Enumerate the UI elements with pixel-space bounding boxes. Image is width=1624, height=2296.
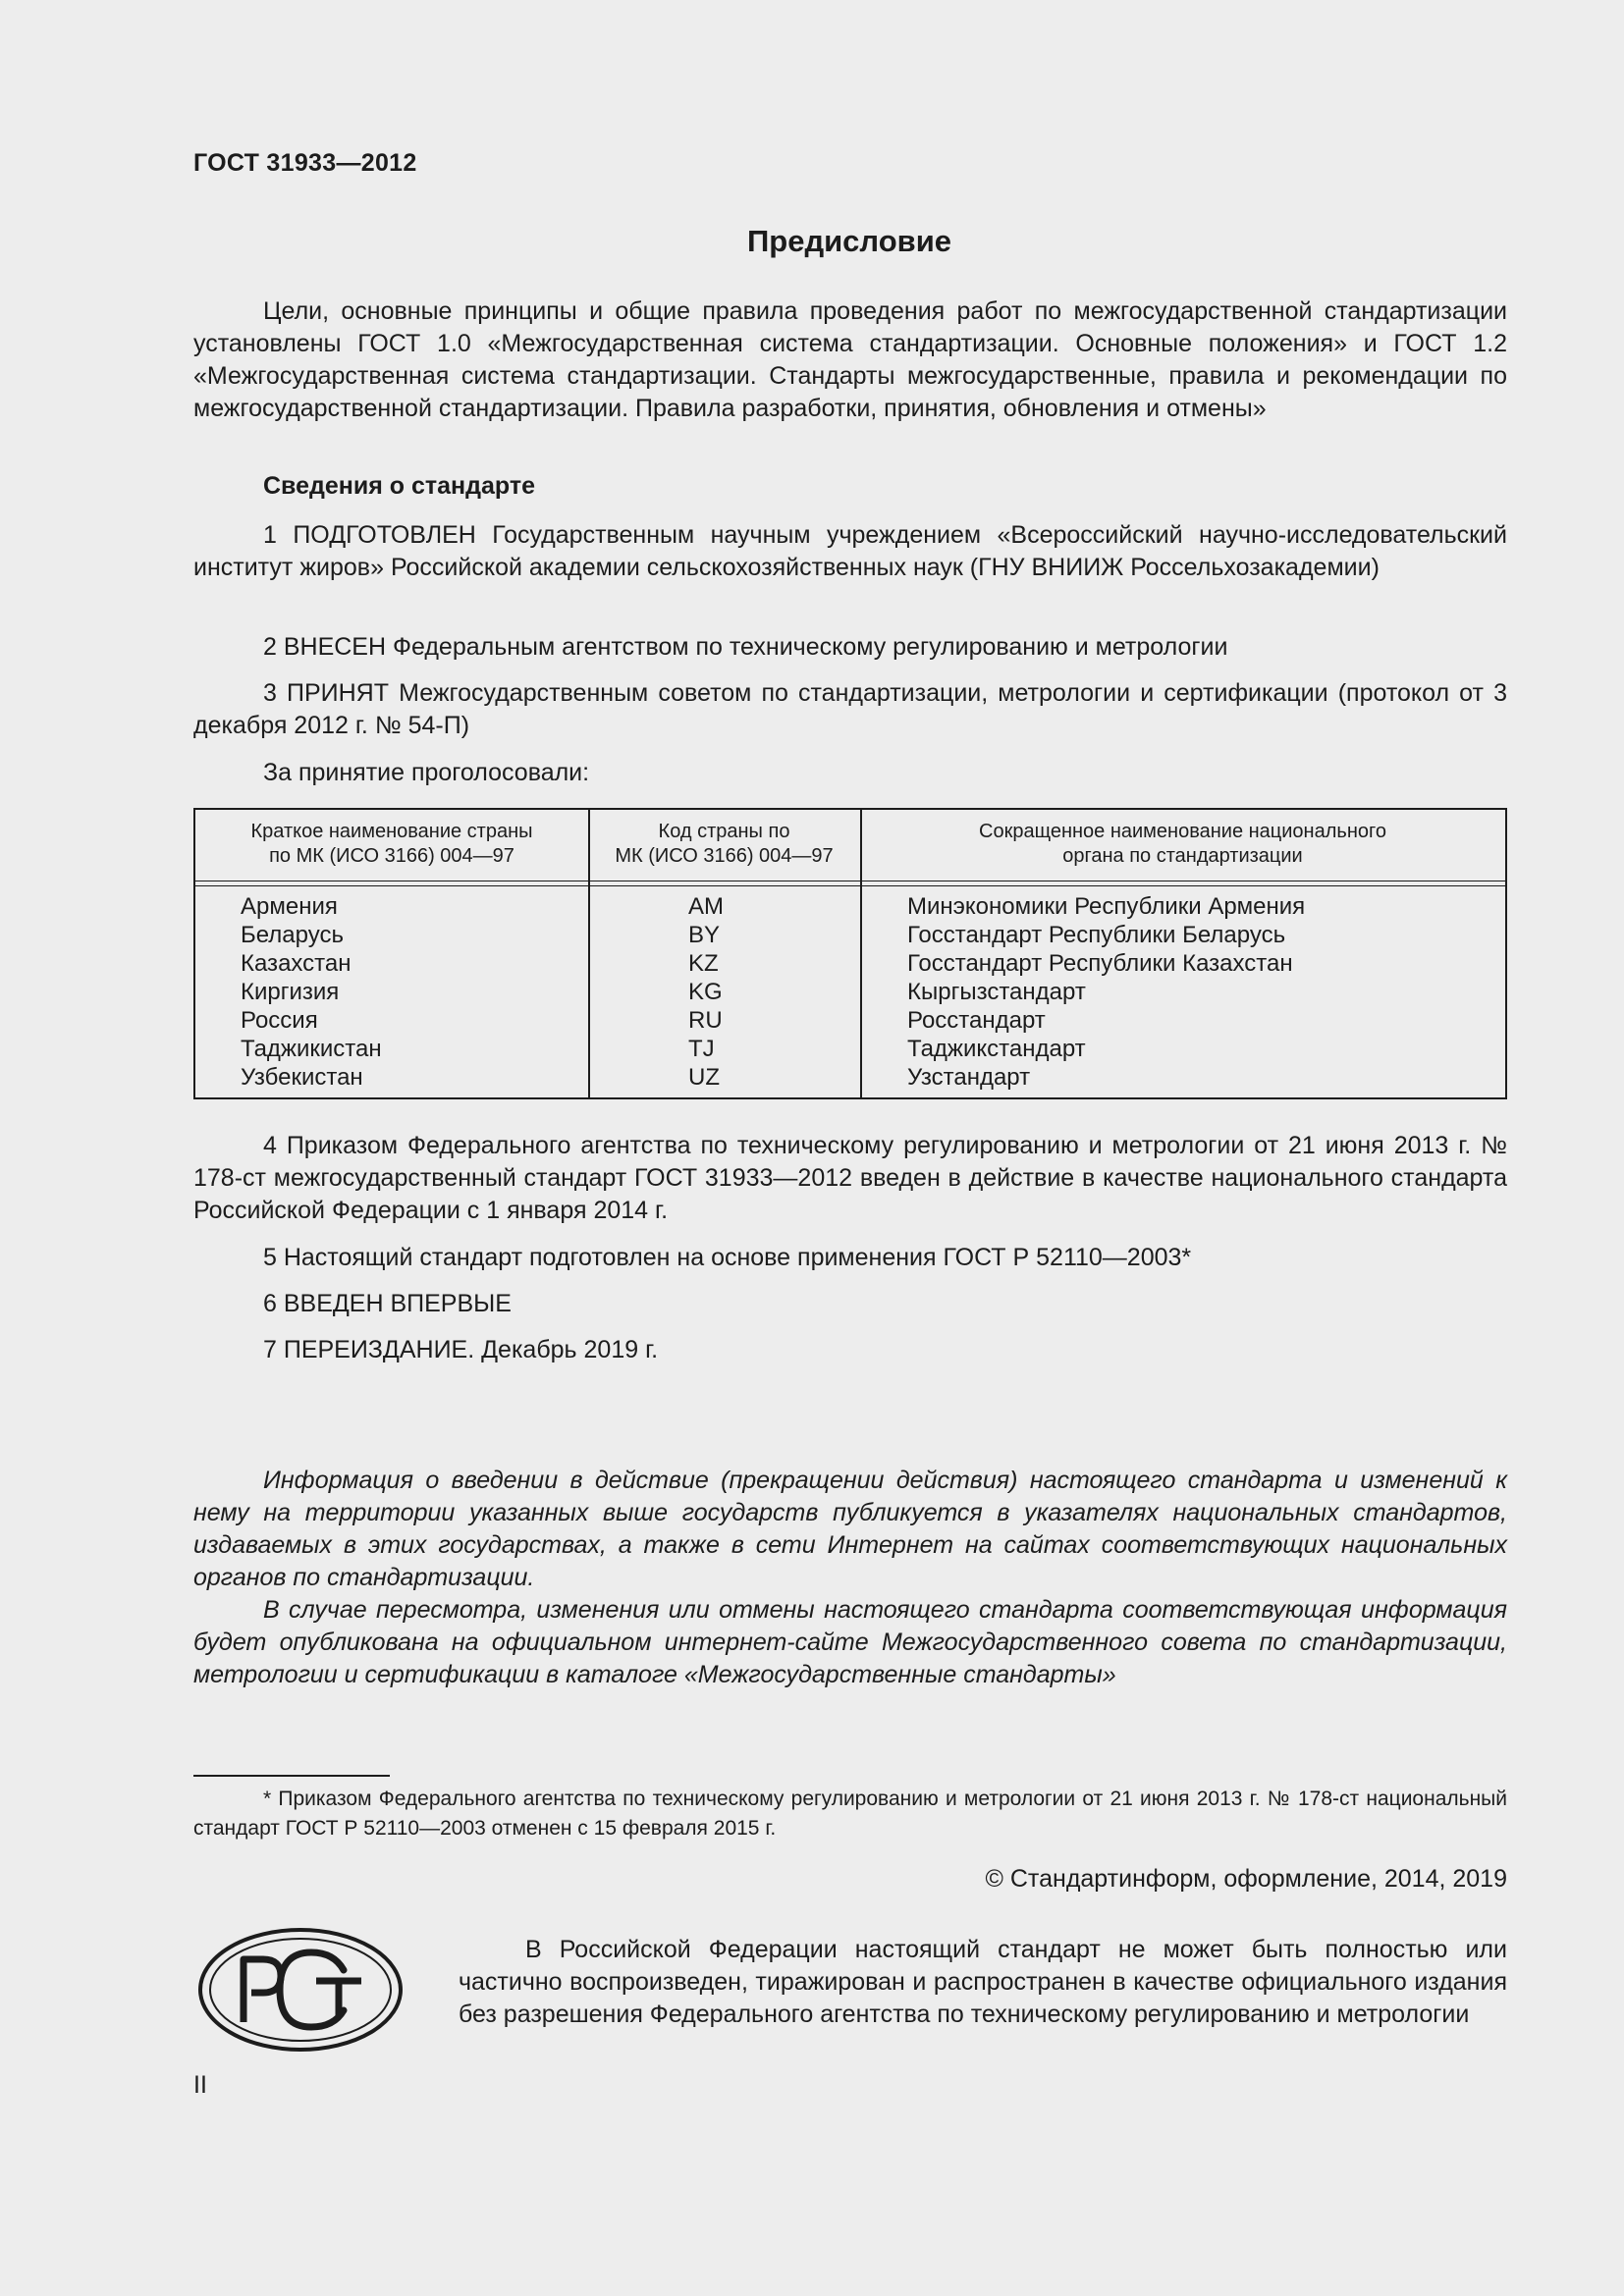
header-code — [588, 820, 860, 869]
rst-certification-logo-icon — [196, 1926, 405, 2054]
info-paragraph: Информация о введении в действие (прекращении действия) настоящего стандарта и изменений к нему на территории указанных выше государств публикуется в указателях национальных стандартов, издаваемых в этих государствах, а также в сети Интернет на сайтах соответствующих национальных органов по стандартизации. — [193, 1467, 1507, 1591]
rights-text: В Российской Федерации настоящий стандарт не может быть полностью или частично воспроизведен, тиражирован и распространен в качестве официального издания без разрешения Федерального агентства по техническому регулированию и метрологии — [459, 1936, 1507, 2028]
info-paragraph: В случае пересмотра, изменения или отмены настоящего стандарта соответствующая информация будет опубликована на официальном интернет-сайте Межгосударственного совета по стандартизации, метрологии и сертификации в каталоге «Межгосударственные стандарты» — [193, 1596, 1507, 1688]
table-cell-country: Таджикистан — [241, 1036, 382, 1062]
intro-text: Цели, основные принципы и общие правила проведения работ по межгосударственной стандартизации установлены ГОСТ 1.0 «Межгосударственная система стандартизации. Основные положения» и ГОСТ 1.2 «Межгосударственная система стандартизации. Стандарты межгосударственные, правила и рекомендации по межгосударственной стандартизации. Правила разработки, принятия, обновления и отмены» — [193, 297, 1507, 422]
table-cell-code: UZ — [688, 1064, 720, 1091]
table-cell-code: KG — [688, 979, 723, 1005]
table-cell-country: Узбекистан — [241, 1064, 363, 1091]
header-org-line: Сокращенное наименование национального — [979, 821, 1386, 842]
header-code-line: МК (ИСО 3166) 004—97 — [615, 845, 834, 867]
copyright: © Стандартинформ, оформление, 2014, 2019 — [985, 1865, 1507, 1893]
header-country-line: по МК (ИСО 3166) 004—97 — [269, 845, 514, 867]
column-organization — [907, 892, 1305, 1092]
table-cell-country: Киргизия — [241, 979, 340, 1005]
item-2 — [193, 631, 1507, 664]
standard-info-heading: Сведения о стандарте — [263, 472, 536, 500]
column-code — [688, 892, 724, 1092]
copyright-notice — [459, 1934, 1507, 2031]
table-cell-country: Беларусь — [241, 922, 344, 948]
page-title: Предисловие — [746, 224, 951, 258]
table-cell-code: AM — [688, 893, 724, 920]
item-3-text: 3 ПРИНЯТ Межгосударственным советом по стандартизации, метрологии и сертификации (протокол от 3 декабря 2012 г. № 54-П) — [193, 679, 1507, 739]
table-cell-org: Минэкономики Республики Армения — [907, 893, 1306, 920]
table-cell-country: Казахстан — [241, 950, 352, 977]
item-2-text: 2 ВНЕСЕН Федеральным агентством по техническому регулированию и метрологии — [263, 633, 1228, 661]
table-cell-code: BY — [688, 922, 721, 948]
footnote-rule — [193, 1775, 390, 1777]
column-country — [241, 892, 382, 1092]
header-organization — [860, 820, 1505, 869]
table-cell-org: Росстандарт — [907, 1007, 1046, 1034]
item-1 — [193, 519, 1507, 584]
info-block — [193, 1465, 1507, 1691]
table-cell-code: TJ — [688, 1036, 715, 1062]
page-number: II — [193, 2071, 207, 2099]
item-4 — [193, 1130, 1507, 1227]
item-5: 5 Настоящий стандарт подготовлен на основе применения ГОСТ Р 52110—2003* — [263, 1244, 1192, 1271]
item-3 — [193, 677, 1507, 742]
header-org-line: органа по стандартизации — [1062, 845, 1303, 867]
intro-paragraph — [193, 295, 1507, 425]
footnote — [193, 1785, 1507, 1843]
item-7: 7 ПЕРЕИЗДАНИЕ. Декабрь 2019 г. — [263, 1336, 659, 1363]
table-cell-code: RU — [688, 1007, 723, 1034]
document-code: ГОСТ 31933—2012 — [193, 149, 417, 177]
header-code-line: Код страны по — [658, 821, 790, 842]
table-cell-org: Кыргызстандарт — [907, 979, 1086, 1005]
table-cell-org: Таджикстандарт — [907, 1036, 1086, 1062]
item-1-text: 1 ПОДГОТОВЛЕН Государственным научным учреждением «Всероссийский научно-исследовательский институт жиров» Российской академии сельскохозяйственных наук (ГНУ ВНИИЖ Россельхозакадемии) — [193, 521, 1507, 581]
table-cell-code: KZ — [688, 950, 719, 977]
voted-label: За принятие проголосовали: — [263, 759, 590, 786]
table-cell-org: Узстандарт — [907, 1064, 1031, 1091]
table-cell-country: Россия — [241, 1007, 318, 1034]
item-6: 6 ВВЕДЕН ВПЕРВЫЕ — [263, 1290, 512, 1317]
item-4-text: 4 Приказом Федерального агентства по техническому регулированию и метрологии от 21 июня 2013 г. № 178-ст межгосударственный стандарт ГОСТ 31933—2012 введен в действие в качестве национального стандарта Российской Федерации с 1 января 2014 г. — [193, 1132, 1507, 1224]
voting-table — [193, 808, 1507, 1099]
header-country-line: Краткое наименование страны — [250, 821, 533, 842]
table-cell-org: Госстандарт Республики Беларусь — [907, 922, 1286, 948]
table-cell-org: Госстандарт Республики Казахстан — [907, 950, 1293, 977]
table-cell-country: Армения — [241, 893, 338, 920]
footnote-text: * Приказом Федерального агентства по техническому регулированию и метрологии от 21 июня 2013 г. № 178-ст национальный стандарт ГОСТ Р 52110—2003 отменен с 15 февраля 2015 г. — [193, 1788, 1507, 1840]
header-country — [195, 820, 588, 869]
header-rule — [195, 885, 1505, 886]
